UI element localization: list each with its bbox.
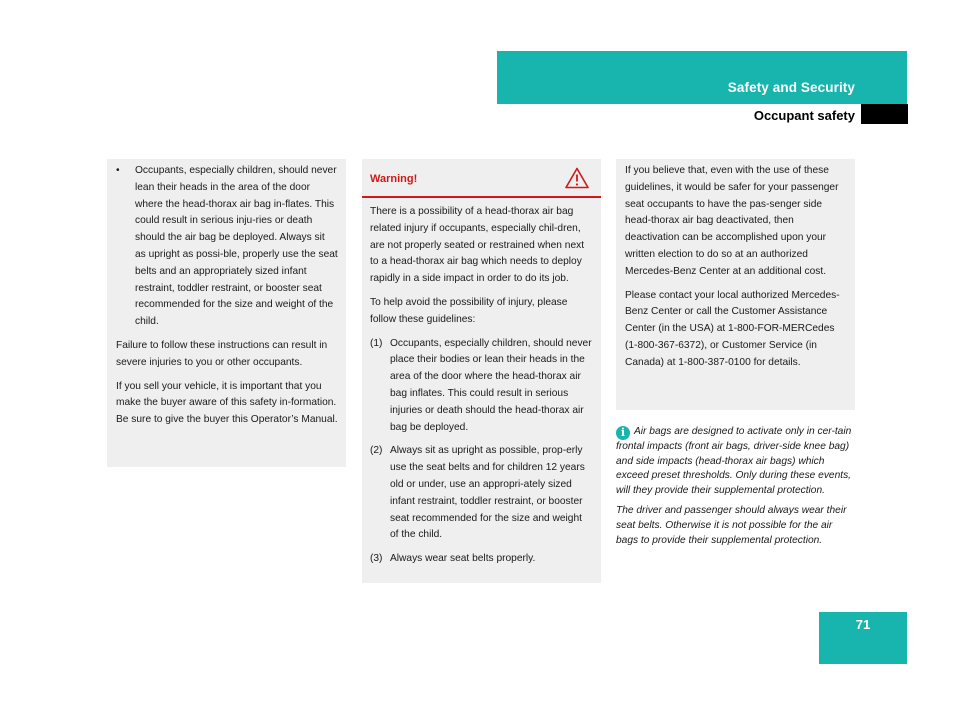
note-paragraph-1 xyxy=(616,425,856,498)
guideline-text: Always wear seat belts properly. xyxy=(390,553,536,565)
note-text-1: Air bags are designed to activate only in cer-tain frontal impacts (front air bags, driver-side knee bag) and side impacts (head-thorax air bags) which exceed preset thresholds. Only during these events, will they provide their supplemental protection. xyxy=(616,426,852,496)
bullet-text: Occupants, especially children, should never lean their heads in the area of the door where the head-thorax air bag in-flates. This could result in serious inju-ries or death should the air bag be deployed. Always sit as upright as possi-ble, properly use the seat belts and an appropriately sized infant restraint, toddler restraint, or booster seat recommended for the size and weight of the child. xyxy=(135,165,338,328)
note-paragraph-2: The driver and passenger should always wear their seat belts. Otherwise it is not possible for the air bags to provide their supplemental protection. xyxy=(616,505,847,546)
warning-lead: To help avoid the possibility of injury, please follow these guidelines: xyxy=(370,296,568,325)
header-band xyxy=(497,51,907,104)
page-number-box xyxy=(819,612,907,664)
paragraph-sell-vehicle: If you sell your vehicle, it is important that you make the buyer aware of this safety in-formation. Be sure to give the buyer this Operator’s Manual. xyxy=(116,380,338,426)
guideline-number: (3) xyxy=(370,553,383,565)
guideline-text: Always sit as upright as possible, prop-erly use the seat belts and for children 12 years old or under, use an appropri-ately sized infant restraint, toddler restraint, or booster seat recommended for the size and weight of the child. xyxy=(390,445,585,541)
info-note xyxy=(616,425,856,554)
section-title: Safety and Security xyxy=(727,80,855,95)
guideline-item xyxy=(370,551,592,568)
page-number: 71 xyxy=(855,617,871,632)
guideline-text: Occupants, especially children, should never place their bodies or lean their heads in the area of the door where the head-thorax air bag inflates. This could result in serious injuries or death should the head-thorax air bag be deployed. xyxy=(390,337,592,433)
bullet-item xyxy=(116,163,338,331)
guideline-number: (1) xyxy=(370,337,383,349)
warning-body xyxy=(362,198,601,568)
guideline-item xyxy=(370,443,592,544)
column-right-box xyxy=(616,159,855,410)
column-left-box xyxy=(107,159,346,467)
paragraph-contact: Please contact your local authorized Mercedes-Benz Center or call the Customer Assistance Center (in the USA) at 1-800-FOR-MERCedes (1-800-367-6372), or Customer Service (in Canada) at 1-800-387-0100 for details. xyxy=(625,289,840,368)
paragraph-failure: Failure to follow these instructions can result in severe injuries to you or other occupants. xyxy=(116,339,328,368)
warning-intro: There is a possibility of a head-thorax air bag related injury if occupants, especially chil-dren, are not properly seated or restrained when next to a head-thorax air bag which needs to deploy rapidly in a side impact in order to do its job. xyxy=(370,206,585,285)
warning-triangle-icon xyxy=(565,167,589,189)
guideline-number: (2) xyxy=(370,445,383,457)
warning-header xyxy=(362,159,601,198)
warning-box xyxy=(362,159,601,583)
guideline-item xyxy=(370,336,592,437)
bullet-symbol: • xyxy=(116,165,120,176)
warning-label: Warning! xyxy=(370,173,418,185)
info-icon: i xyxy=(616,426,630,440)
paragraph-deactivation: If you believe that, even with the use of these guidelines, it would be safer for your passenger seat occupants to have the pas-senger side head-thorax air bag deactivated, then deactivation can be accomplished upon your written election to do so at an authorized Mercedes-Benz Center at an additional cost. xyxy=(625,165,839,277)
section-tab-marker xyxy=(861,104,908,124)
subsection-title: Occupant safety xyxy=(753,108,855,123)
